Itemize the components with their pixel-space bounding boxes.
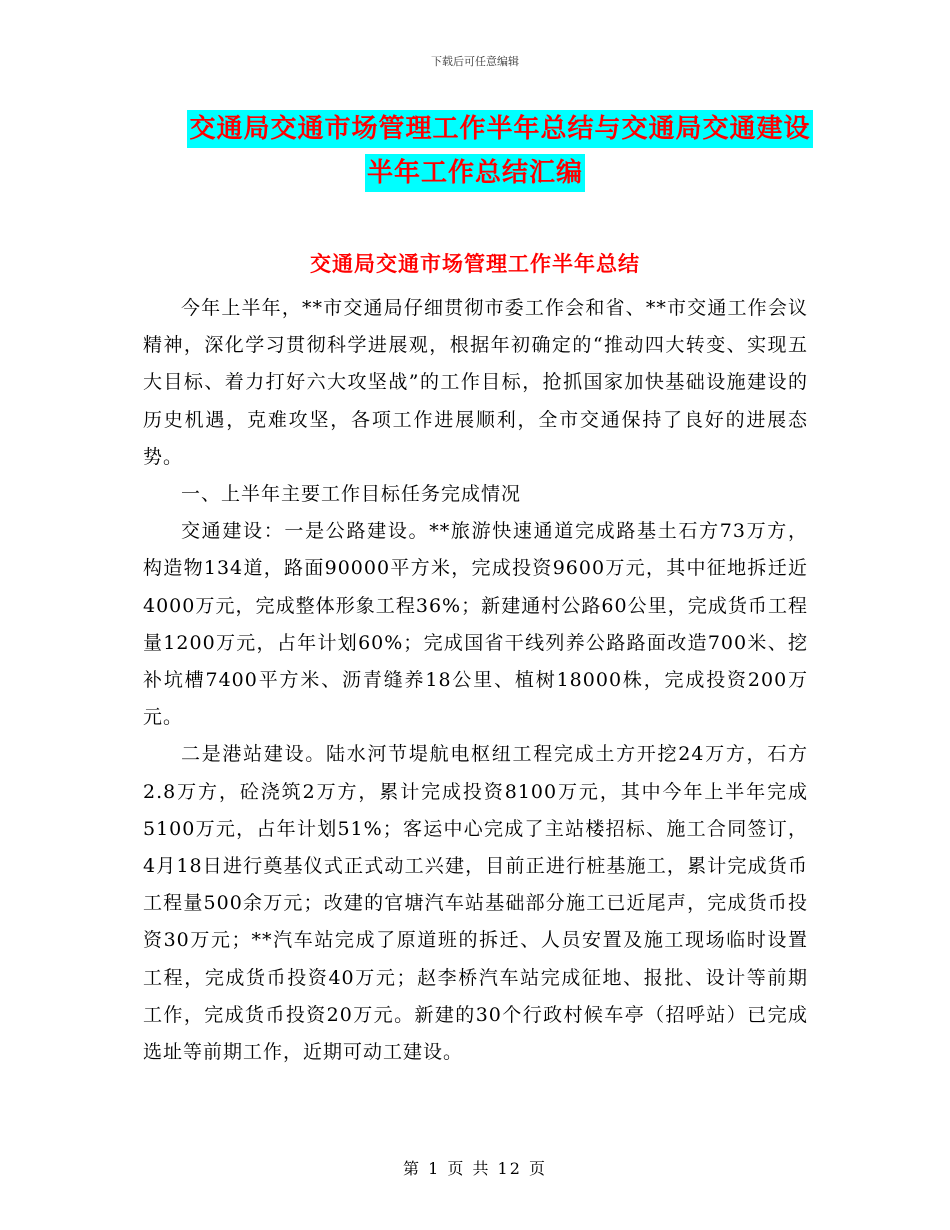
title-line-1: 交通局交通市场管理工作半年总结与交通局交通建设 [187, 110, 812, 148]
paragraph-intro: 今年上半年，**市交通局仔细贯彻市委工作会和省、**市交通工作会议精神，深化学习贯彻科学进展观，根据年初确定的“推动四大转变、实现五大目标、着力打好六大攻坚战”的工作目标，抢抓国家加快基础设施建设的历史机遇，克难攻坚，各项工作进展顺利，全市交通保持了良好的进展态势。 [143, 297, 808, 468]
header-note: 下载后可任意编辑 [431, 55, 519, 68]
paragraph-road-construction: 交通建设：一是公路建设。**旅游快速通道完成路基土石方73万方，构造物134道，路面90000平方米，完成投资9600万元，其中征地拆迁近4000万元，完成整体形象工程36%；新建通村公路60公里，完成货币工程量1200万元，占年计划60%；完成国省干线列养公路路面改造700米、挖补坑槽7400平方米、沥青缝养18公里、植树18000株，完成投资200万元。 [143, 520, 808, 729]
document-title [0, 110, 950, 198]
page-footer: 第 1 页 共 12 页 [403, 1159, 547, 1178]
section-title: 交通局交通市场管理工作半年总结 [310, 252, 640, 276]
paragraph-port-station: 二是港站建设。陆水河节堤航电枢纽工程完成土方开挖24万方，石方2.8万方，砼浇筑2万方，累计完成投资8100万元，其中今年上半年完成5100万元，占年计划51%；客运中心完成了主站楼招标、施工合同签订，4月18日进行奠基仪式正式动工兴建，目前正进行桩基施工，累计完成货币工程量500余万元；改建的官塘汽车站基础部分施工已近尾声，完成货币投资30万元；**汽车站完成了原道班的拆迁、人员安置及施工现场临时设置工程，完成货币投资40万元；赵李桥汽车站完成征地、报批、设计等前期工作，完成货币投资20万元。新建的30个行政村候车亭（招呼站）已完成选址等前期工作，近期可动工建设。 [143, 743, 808, 1064]
document-body [143, 290, 808, 1071]
paragraph-heading-1: 一、上半年主要工作目标任务完成情况 [181, 483, 522, 506]
title-line-2: 半年工作总结汇编 [365, 154, 585, 192]
